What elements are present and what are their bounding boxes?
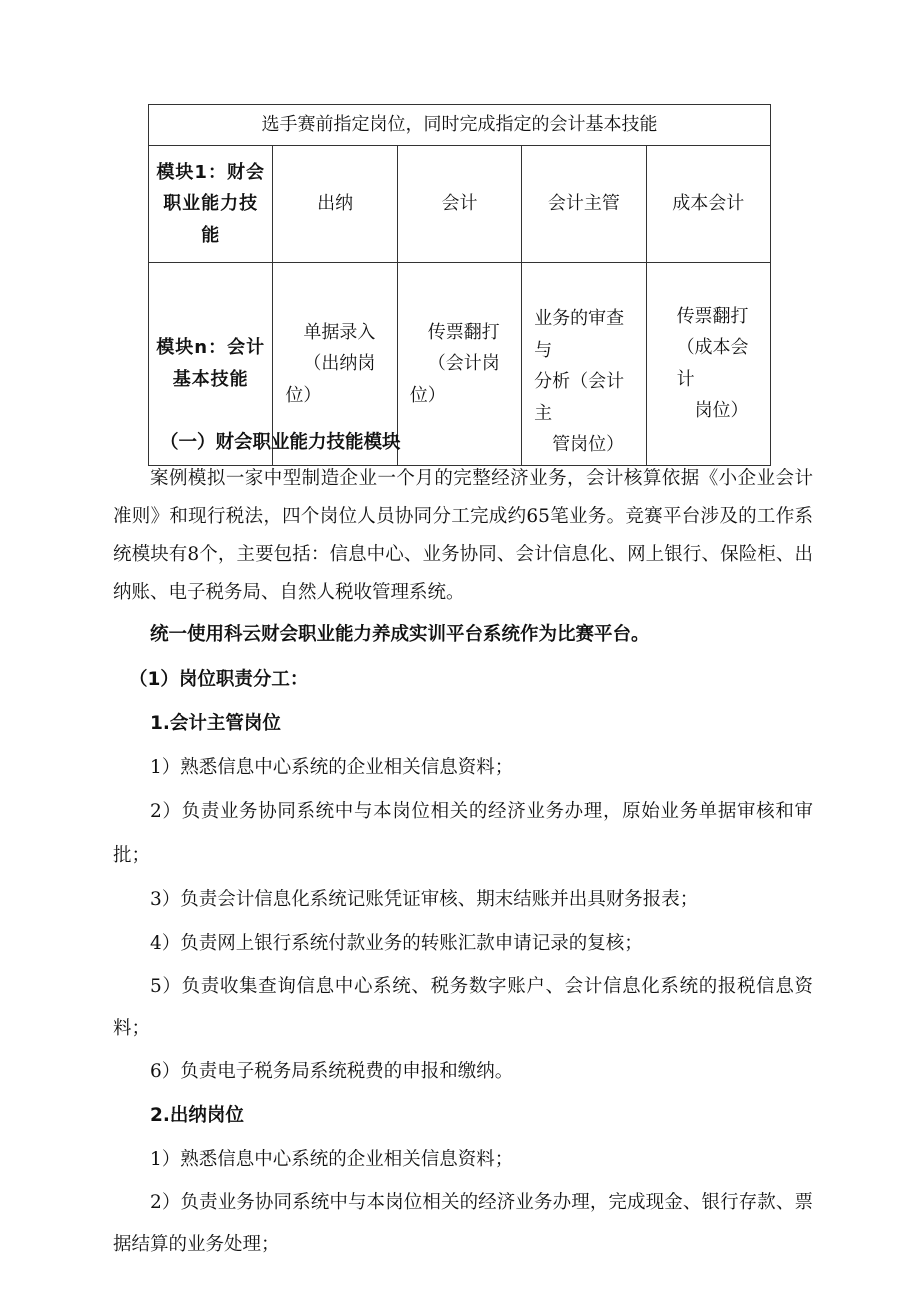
module-table — [148, 104, 771, 466]
position-cost-accountant: 成本会计 — [646, 146, 770, 263]
skill-cost-line: （成本会计 — [676, 337, 749, 390]
duty-item: 4）负责网上银行系统付款业务的转账汇款申请记录的复核； — [150, 933, 643, 954]
skill-supervisor-line: 分析（会计主 — [534, 371, 625, 424]
module-1-label-line1: 模块1：财会 — [156, 161, 265, 183]
skill-accountant-line: 位） — [409, 384, 446, 406]
duty-item: 5）负责收集查询信息中心系统、税务数字账户、会计信息化系统的报税信息资料； — [113, 976, 813, 1039]
skill-accountant-line: （会计岗 — [427, 353, 500, 374]
document-body — [113, 424, 813, 1266]
skill-cashier-line: 位） — [285, 384, 322, 406]
module-n-label-line1: 模块n：会计 — [156, 337, 266, 359]
position-accounting-supervisor: 会计主管 — [522, 146, 646, 263]
skill-supervisor-line: 管岗位） — [552, 434, 625, 455]
duty-item: 1）熟悉信息中心系统的企业相关信息资料； — [150, 757, 514, 778]
duty-item: 1）熟悉信息中心系统的企业相关信息资料； — [150, 1149, 514, 1170]
module-1-label-line2: 职业能力技能 — [163, 193, 259, 246]
intro-paragraph: 案例模拟一家中型制造企业一个月的完整经济业务，会计核算依据《小企业会计准则》和现行税法，四个岗位人员协同分工完成约65笔业务。竞赛平台涉及的工作系统模块有8个，主要包括：信息中心、业务协同、会计信息化、网上银行、保险柜、出纳账、电子税务局、自然人税收管理系统。 — [113, 468, 813, 603]
position-accountant: 会计 — [397, 146, 521, 263]
position-title: 1.会计主管岗位 — [150, 713, 281, 734]
skill-cashier-line: （出纳岗 — [303, 353, 376, 374]
duty-item: 6）负责电子税务局系统税费的申报和缴纳。 — [150, 1061, 514, 1082]
duty-item: 3）负责会计信息化系统记账凭证审核、期末结账并出具财务报表； — [150, 889, 699, 910]
section-title: （一）财会职业能力技能模块 — [160, 432, 401, 453]
skill-cost-line: 传票翻打 — [676, 305, 749, 327]
platform-statement: 统一使用科云财会职业能力养成实训平台系统作为比赛平台。 — [150, 624, 650, 645]
skill-cost-line: 岗位） — [694, 400, 749, 422]
skill-supervisor-line: 业务的审查与 — [534, 308, 625, 361]
skill-accountant-line: 传票翻打 — [427, 321, 500, 343]
table-header-cell: 选手赛前指定岗位，同时完成指定的会计基本技能 — [149, 105, 771, 146]
module-1-label — [149, 146, 273, 263]
position-title: 2.出纳岗位 — [150, 1105, 244, 1126]
table-header-row — [149, 105, 771, 146]
skill-cashier-line: 单据录入 — [303, 321, 376, 343]
duty-item: 2）负责业务协同系统中与本岗位相关的经济业务办理，完成现金、银行存款、票据结算的业务处理； — [113, 1192, 813, 1255]
duty-heading: （1）岗位职责分工： — [129, 669, 309, 690]
module-n-label-line2: 基本技能 — [172, 368, 249, 390]
table-row — [149, 146, 771, 263]
position-cashier: 出纳 — [273, 146, 397, 263]
duty-item: 2）负责业务协同系统中与本岗位相关的经济业务办理，原始业务单据审核和审批； — [113, 801, 813, 866]
